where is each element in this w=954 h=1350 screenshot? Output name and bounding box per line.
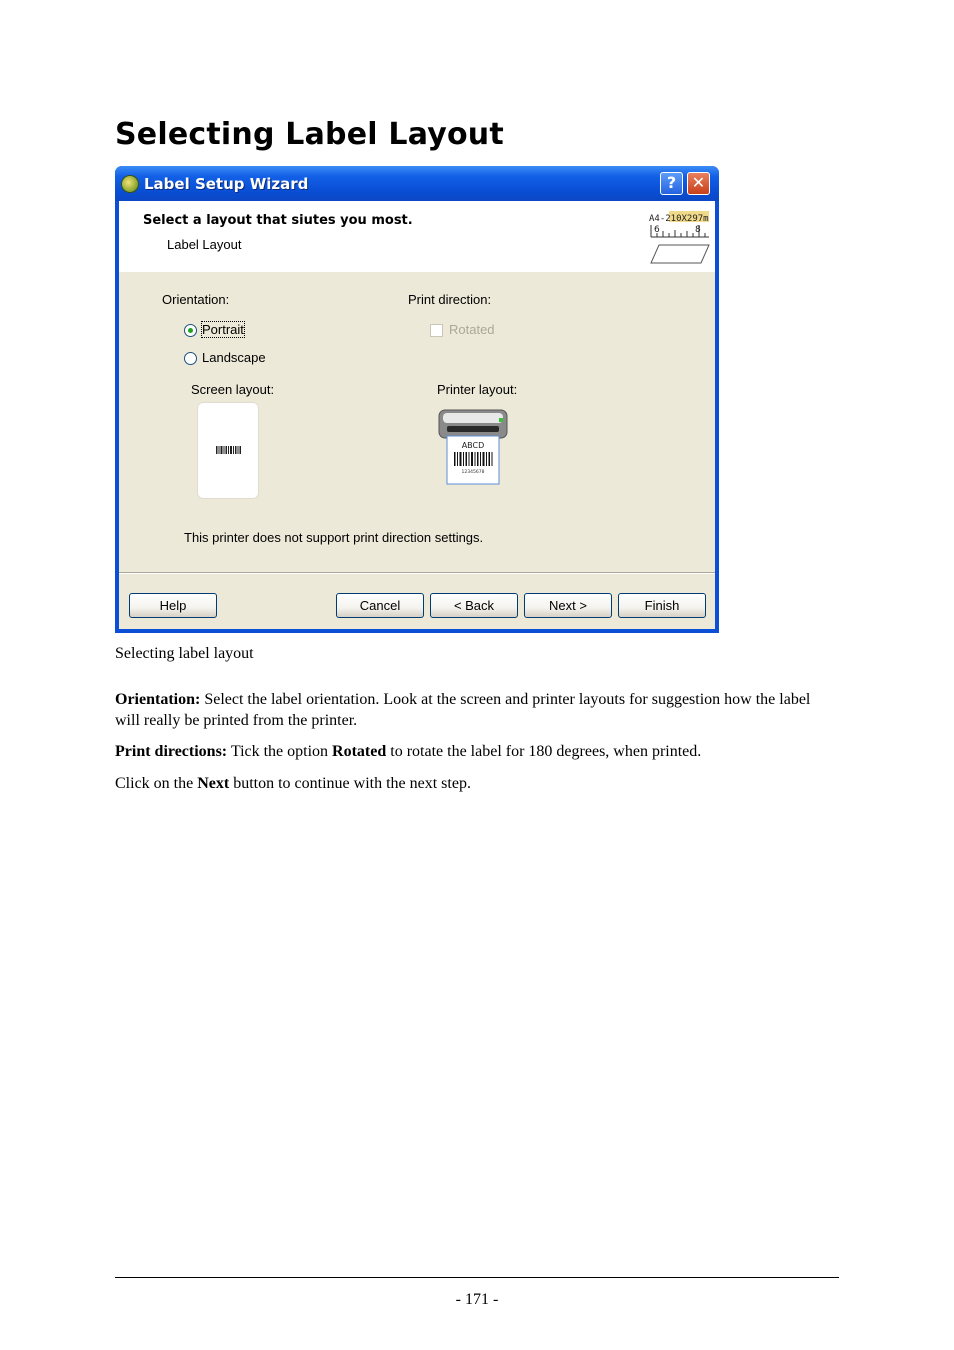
print-directions-term: Print directions: [115,743,228,760]
footer-rule [115,1277,839,1278]
back-button[interactable]: < Back [430,593,518,618]
print-directions-text-2: to rotate the label for 180 degrees, when printed. [386,743,702,760]
printer-label-code: 12345678 [461,470,485,475]
portrait-radio[interactable] [184,324,197,337]
cancel-button[interactable]: Cancel [336,593,424,618]
wizard-body [119,272,715,629]
print-direction-label: Print direction: [408,292,492,307]
print-directions-paragraph [115,741,839,762]
landscape-radio[interactable] [184,352,197,365]
title-bar[interactable] [115,166,719,201]
next-step-paragraph [115,773,839,794]
printer-label-text: ABCD [461,441,485,450]
orientation-paragraph [115,689,839,731]
page-number: - 171 - [455,1291,499,1308]
orientation-term: Orientation: [115,691,201,708]
barcode-icon [198,403,258,498]
portrait-radio-label[interactable]: Portrait [202,322,244,337]
help-button[interactable]: Help [129,593,217,618]
page-heading: Selecting Label Layout [115,117,504,152]
ruler-number-right: 8 [695,225,701,235]
next-text-2: button to continue with the next step. [229,775,471,792]
printer-icon [437,406,509,486]
window-title: Label Setup Wizard [144,175,309,193]
landscape-radio-label[interactable]: Landscape [202,350,266,365]
app-icon [121,175,139,193]
orientation-text: Select the label orientation. Look at the screen and printer layouts for suggestion how the label will really be printed from the printer. [115,691,811,729]
rotated-term: Rotated [332,743,387,760]
rotated-checkbox[interactable] [430,324,443,337]
next-text-1: Click on the [115,775,198,792]
screen-layout-preview [197,402,259,499]
figure-caption: Selecting label layout [115,645,254,662]
help-icon[interactable]: ? [660,172,683,195]
print-directions-text-1: Tick the option [227,743,333,760]
radio-selected-dot [188,328,193,333]
print-direction-notice: This printer does not support print direction settings. [184,530,484,545]
ruler-number-left: 6 [654,225,660,235]
wizard-step-title: Select a layout that siutes you most. [143,213,413,228]
ruler-size-text: A4-210X297m [649,214,709,224]
orientation-label: Orientation: [162,292,230,307]
label-ruler-icon [647,211,711,267]
finish-button[interactable]: Finish [618,593,706,618]
close-icon[interactable]: ✕ [687,172,710,195]
next-term: Next [197,775,230,792]
rotated-checkbox-label[interactable]: Rotated [449,322,495,337]
button-separator [119,572,715,574]
label-setup-wizard-dialog [115,166,719,633]
printer-layout-label: Printer layout: [437,382,518,397]
next-button[interactable]: Next > [524,593,612,618]
wizard-header [119,201,715,272]
screen-layout-label: Screen layout: [191,382,275,397]
wizard-step-subtitle: Label Layout [167,237,242,252]
